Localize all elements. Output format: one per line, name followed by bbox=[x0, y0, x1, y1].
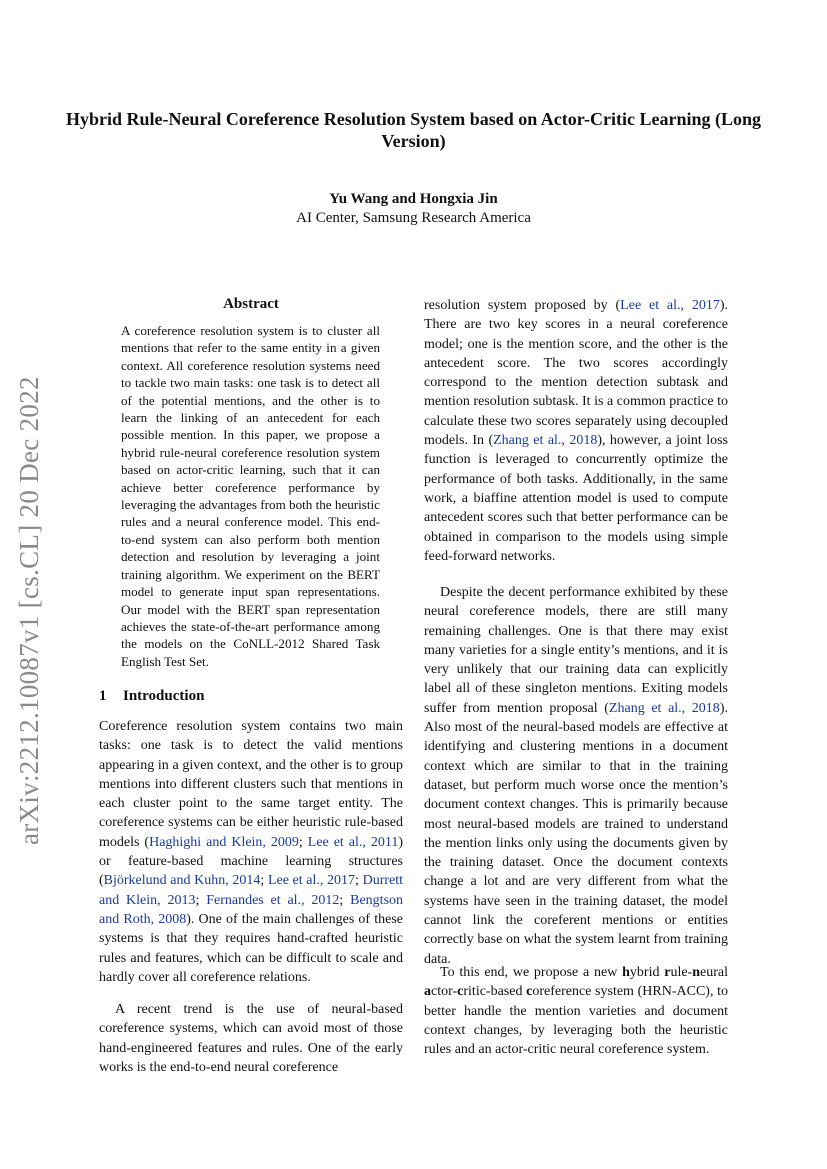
paper-affiliation: AI Center, Samsung Research America bbox=[296, 210, 531, 226]
paper-authors: Yu Wang and Hongxia Jin bbox=[329, 191, 498, 207]
citation-link[interactable]: Haghighi and Klein, 2009 bbox=[149, 834, 299, 850]
citation-link[interactable]: Björkelund and Kuhn, 2014 bbox=[103, 873, 261, 889]
intro-paragraph-4: Despite the decent performance exhibited by these neural coreference models, there are still many remaining challenges. One is that there may exist many varieties for a single entity’s mentions, and it is very unlikely that our training data can explicitly label all of these singleton mentions. Exiting models suffer from mention proposal (Zhang et al., 2018). Also most of the neural-based models are effective at identifying and clustering mentions in a document context which are similar to that in the training dataset, but perform much worse once the mention’s document context changes. This is primarily because most neural-based models are trained to understand the mention links only using the documents given by the training dataset. Once the document contexts change a lot and are very different from what the systems have seen in the training dataset, the model cannot link the coreferent mentions or entities correctly base on what the system learnt from training data. bbox=[424, 585, 728, 967]
intro-paragraph-2: A recent trend is the use of neural-based coreference systems, which can avoid most of those hand-engineered features and rules. One of the early works is the end-to-end neural coreference bbox=[99, 1002, 403, 1075]
section-heading-introduction bbox=[99, 688, 204, 705]
citation-link[interactable]: Lee et al., 2017 bbox=[267, 873, 356, 889]
abstract-text: A coreference resolution system is to cluster all mentions that refer to the same entity in a given context. All coreference resolution systems need to tackle two main tasks: one task is to detect all of the potential mentions, and the other is to learn the linking of an antecedent for each possible mention. In this paper, we propose a hybrid rule-neural coreference resolution system based on actor-critic learning, such that it can achieve better coreference performance by leveraging the advantages from both the heuristic rules and a neural conference model. This end-to-end system can also perform both mention detection and resolution by leveraging a joint training algorithm. We experiment on the BERT model to generate input span representations. Our model with the BERT span representation achieves the state-of-the-art performance among the models on the CoNLL-2012 Shared Task English Test Set. bbox=[121, 323, 380, 669]
citation-link[interactable]: Fernandes et al., 2012 bbox=[206, 892, 340, 908]
citation-link[interactable]: Durrett and Klein, 2013 bbox=[99, 873, 404, 908]
citation-link[interactable]: Zhang et al., 2018 bbox=[493, 433, 598, 449]
citation-link[interactable]: Zhang et al., 2018 bbox=[608, 700, 720, 716]
citation-link[interactable]: Lee et al., 2011 bbox=[307, 834, 399, 850]
citation-link[interactable]: Bengtson and Roth, 2008 bbox=[99, 892, 404, 927]
section-number: 1 bbox=[99, 688, 107, 704]
intro-paragraph-1: Coreference resolution system contains two main tasks: one task is to detect the valid mentions appearing in a given context, and the other is to group mentions into different clusters such that mentions in each cluster point to the same target entity. The coreference systems can be either heuristic rule-based models (Haghighi and Klein, 2009; Lee et al., 2011) or feature-based machine learning structures (Björkelund and Kuhn, 2014; Lee et al., 2017; Durrett and Klein, 2013; Fernandes et al., 2012; Bengtson and Roth, 2008). One of the main challenges of these systems is that they requires hand-crafted heuristic rules and features, which can be difficult to scale and hardly cover all coreference relations. bbox=[99, 719, 404, 985]
section-title: Introduction bbox=[123, 688, 205, 704]
intro-paragraph-3: resolution system proposed by (Lee et al., 2017). There are two key scores in a neural coreference model; one is the mention score, and the other is the antecedent score. The two scores accordingly correspond to the mention detection subtask and mention resolution subtask. It is a common practice to calculate these two scores separately using decoupled models. In (Zhang et al., 2018), however, a joint loss function is leveraged to concurrently optimize the performance of both tasks. Additionally, in the same work, a biaffine attention model is used to compute antecedent scores such that better performance can be obtained in comparison to the models using simple feed-forward networks. bbox=[424, 298, 729, 564]
abstract-heading: Abstract bbox=[223, 296, 279, 312]
citation-link[interactable]: Lee et al., 2017 bbox=[620, 298, 720, 313]
arxiv-identifier[interactable]: arXiv:2212.10087v1 [cs.CL] 20 Dec 2022 bbox=[14, 376, 44, 845]
paper-title: Hybrid Rule-Neural Coreference Resolution System based on Actor-Critic Learning (Long Version) bbox=[65, 109, 762, 151]
intro-paragraph-5: To this end, we propose a new hybrid rule-neural actor-critic-based coreference system (HRN-ACC), to better handle the mention varieties and document context changes, by leveraging both the heuristic rules and an actor-critic neural coreference system. bbox=[424, 965, 728, 1058]
